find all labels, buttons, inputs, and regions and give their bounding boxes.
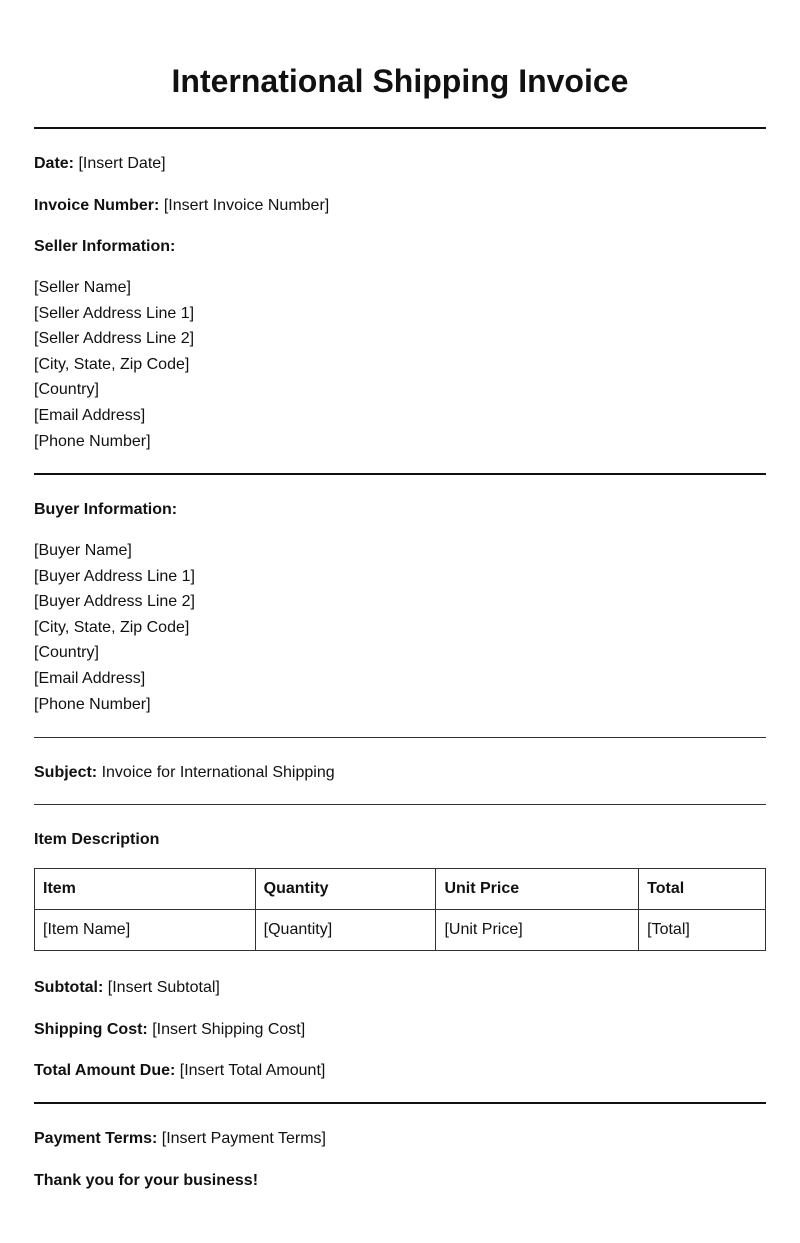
buyer-phone: [Phone Number]: [34, 695, 151, 713]
date-value: [Insert Date]: [78, 155, 166, 172]
payment-terms-value: [Insert Payment Terms]: [161, 1130, 326, 1147]
column-header-quantity: Quantity: [255, 869, 436, 910]
buyer-name: [Buyer Name]: [34, 542, 132, 559]
subtotal-line: [34, 978, 220, 998]
shipping-cost-value: [Insert Shipping Cost]: [152, 1021, 306, 1038]
seller-email: [Email Address]: [34, 406, 146, 424]
subject-value: Invoice for International Shipping: [101, 764, 335, 781]
payment-terms-line: [34, 1129, 326, 1149]
seller-name: [Seller Name]: [34, 279, 131, 296]
invoice-number-label: Invoice Number:: [34, 197, 160, 214]
subtotal-label: Subtotal:: [34, 979, 104, 996]
cell-quantity: [Quantity]: [255, 910, 436, 951]
total-due-value: [Insert Total Amount]: [179, 1062, 326, 1079]
buyer-address-line-1: [Buyer Address Line 1]: [34, 567, 195, 585]
cell-item-name: [Item Name]: [35, 910, 256, 951]
item-description-heading-text: Item Description: [34, 831, 160, 848]
closing-text: Thank you for your business!: [34, 1172, 259, 1189]
seller-city-state-zip: [City, State, Zip Code]: [34, 355, 190, 373]
buyer-heading: [34, 500, 177, 520]
shipping-cost-label: Shipping Cost:: [34, 1021, 148, 1038]
seller-heading-text: Seller Information:: [34, 238, 176, 255]
buyer-city-state-zip: [City, State, Zip Code]: [34, 618, 190, 636]
cell-total: [Total]: [639, 910, 766, 951]
table-row: [35, 910, 766, 951]
buyer-email: [Email Address]: [34, 669, 146, 687]
total-due-label: Total Amount Due:: [34, 1062, 176, 1079]
seller-heading: [34, 237, 175, 257]
subject-label: Subject:: [34, 764, 98, 781]
column-header-unit-price: Unit Price: [436, 869, 639, 910]
subtotal-value: [Insert Subtotal]: [107, 979, 220, 996]
divider: [34, 1102, 766, 1104]
buyer-address-line-2: [Buyer Address Line 2]: [34, 593, 195, 611]
divider: [34, 737, 766, 738]
seller-phone: [Phone Number]: [34, 432, 151, 450]
closing-line: [34, 1171, 258, 1191]
shipping-cost-line: [34, 1020, 305, 1040]
buyer-country: [Country]: [34, 644, 99, 662]
date-label: Date:: [34, 155, 75, 172]
seller-country: [Country]: [34, 381, 99, 399]
invoice-number-value: [Insert Invoice Number]: [163, 197, 330, 214]
date-line: [34, 154, 166, 174]
buyer-address-block: [34, 538, 195, 717]
divider: [34, 127, 766, 129]
total-due-line: [34, 1061, 325, 1081]
payment-terms-label: Payment Terms:: [34, 1130, 158, 1147]
column-header-total: Total: [639, 869, 766, 910]
page-title: International Shipping Invoice: [171, 63, 629, 99]
divider: [34, 473, 766, 475]
seller-address-line-2: [Seller Address Line 2]: [34, 330, 195, 348]
invoice-number-line: [34, 196, 329, 216]
items-table: [34, 868, 766, 951]
item-description-heading: [34, 830, 159, 850]
seller-address-block: [34, 275, 194, 454]
subject-line: [34, 763, 335, 783]
table-header-row: [35, 869, 766, 910]
cell-unit-price: [Unit Price]: [436, 910, 639, 951]
column-header-item: Item: [35, 869, 256, 910]
buyer-heading-text: Buyer Information:: [34, 501, 178, 518]
divider: [34, 804, 766, 805]
seller-address-line-1: [Seller Address Line 1]: [34, 304, 195, 322]
